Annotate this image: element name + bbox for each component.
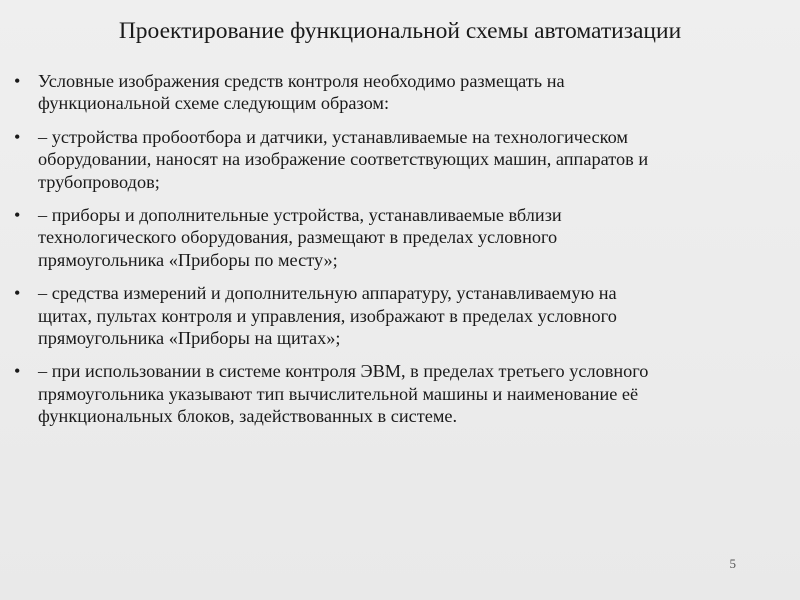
bullet-line: прямоугольника «Приборы на щитах»; [38, 328, 341, 349]
bullet-dot: • [14, 361, 21, 382]
bullet-dot: • [14, 205, 21, 226]
bullet-line: трубопроводов; [38, 171, 160, 192]
bullet-item [14, 70, 786, 115]
bullet-line: – устройства пробоотбора и датчики, устанавливаемые на технологическом [38, 126, 628, 147]
bullet-item [14, 204, 786, 271]
bullet-line: функциональных блоков, задействованных в системе. [38, 406, 458, 427]
bullet-item [14, 360, 786, 427]
bullet-dot: • [14, 283, 21, 304]
bullet-line: – при использовании в системе контроля ЭВМ, в пределах третьего условного [38, 361, 649, 382]
bullet-line: оборудовании, наносят на изображение соответствующих машин, аппаратов и [38, 149, 649, 170]
page-number: 5 [729, 556, 736, 571]
bullet-line: – средства измерений и дополнительную аппаратуру, устанавливаемую на [38, 283, 617, 304]
bullet-dot: • [14, 126, 21, 147]
bullet-item [14, 282, 786, 349]
bullet-line: прямоугольника «Приборы по месту»; [38, 249, 338, 270]
bullet-line: функциональной схеме следующим образом: [38, 93, 390, 114]
bullet-line: технологического оборудования, размещают в пределах условного [38, 227, 558, 248]
bullet-list [14, 70, 786, 439]
bullet-line: щитах, пультах контроля и управления, изображают в пределах условного [38, 305, 617, 326]
slide-title: Проектирование функциональной схемы автоматизации [118, 18, 682, 44]
bullet-item [14, 126, 786, 193]
bullet-dot: • [14, 71, 21, 91]
bullet-line: Условные изображения средств контроля необходимо размещать на [38, 71, 565, 91]
bullet-line: – приборы и дополнительные устройства, устанавливаемые вблизи [38, 205, 562, 226]
bullet-line: прямоугольника указывают тип вычислительной машины и наименование её [38, 383, 639, 404]
